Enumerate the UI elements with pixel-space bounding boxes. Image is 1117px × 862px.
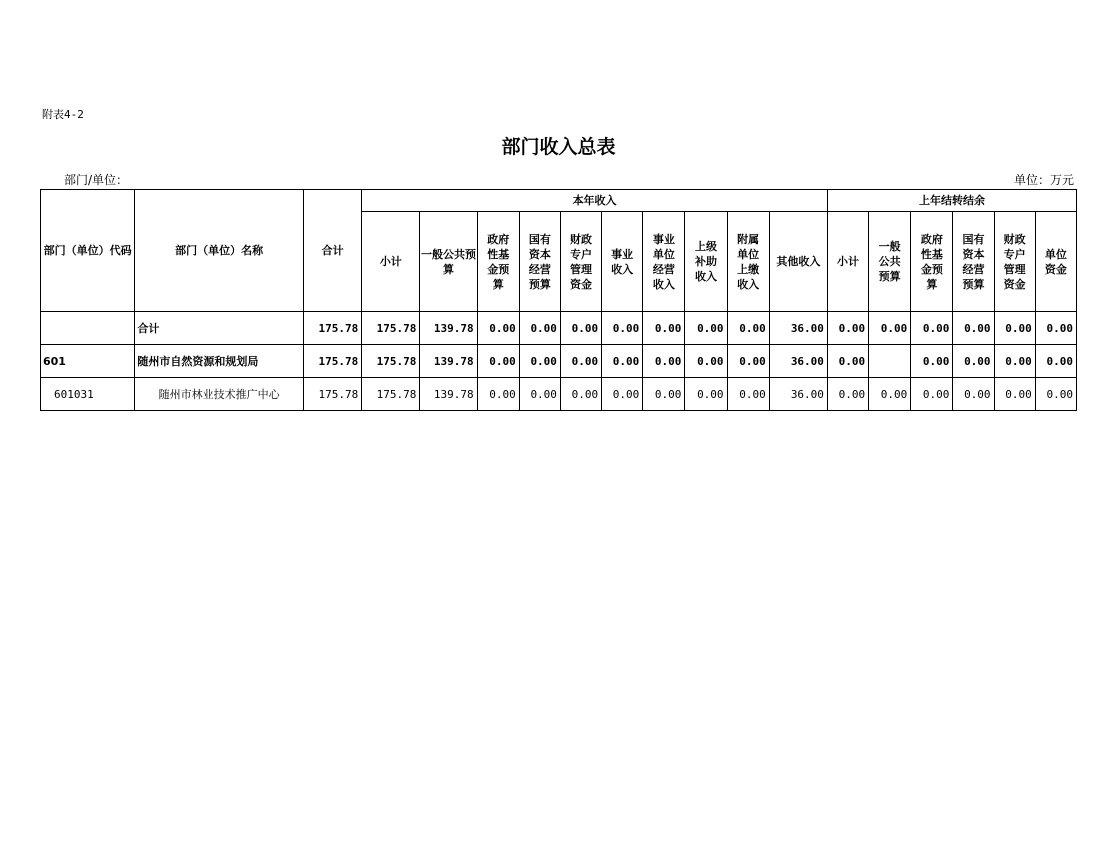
row-value: 0.00 bbox=[560, 345, 601, 378]
header-py-fiscal-account: 财政专户管理资金 bbox=[994, 212, 1035, 312]
header-py-gov-fund: 政府性基金预算 bbox=[911, 212, 953, 312]
row-name: 随州市自然资源和规划局 bbox=[135, 345, 304, 378]
unit-label: 单位：万元 bbox=[1013, 173, 1074, 187]
header-py-general-budget: 一般公共预算 bbox=[869, 212, 911, 312]
header-name: 部门（单位）名称 bbox=[135, 190, 304, 312]
row-name: 合计 bbox=[135, 312, 304, 345]
row-value: 0.00 bbox=[477, 345, 519, 378]
page-title: 部门收入总表 bbox=[501, 136, 616, 158]
row-value: 36.00 bbox=[769, 345, 827, 378]
row-value: 0.00 bbox=[685, 312, 727, 345]
row-value: 0.00 bbox=[1035, 312, 1076, 345]
header-py-unit-funds: 单位资金 bbox=[1035, 212, 1076, 312]
row-code bbox=[41, 312, 135, 345]
row-value: 175.78 bbox=[303, 345, 361, 378]
row-value: 0.00 bbox=[602, 378, 643, 411]
row-value: 0.00 bbox=[643, 345, 685, 378]
header-cy-general-budget: 一般公共预算 bbox=[420, 212, 477, 312]
header-cy-state-capital: 国有资本经营预算 bbox=[519, 212, 560, 312]
row-value: 0.00 bbox=[643, 312, 685, 345]
department-label: 部门/单位： bbox=[64, 173, 129, 187]
header-py-subtotal: 小计 bbox=[827, 212, 868, 312]
row-value: 0.00 bbox=[685, 378, 727, 411]
row-value: 0.00 bbox=[1035, 345, 1076, 378]
row-value: 0.00 bbox=[602, 312, 643, 345]
row-value: 0.00 bbox=[994, 378, 1035, 411]
header-code: 部门（单位）代码 bbox=[41, 190, 135, 312]
header-total: 合计 bbox=[303, 190, 361, 312]
header-cy-fiscal-account: 财政专户管理资金 bbox=[560, 212, 601, 312]
header-current-year: 本年收入 bbox=[362, 190, 828, 212]
row-value: 0.00 bbox=[685, 345, 727, 378]
table-row-department bbox=[41, 345, 1077, 378]
header-cy-other-income: 其他收入 bbox=[769, 212, 827, 312]
header-cy-superior-subsidy: 上级补助收入 bbox=[685, 212, 727, 312]
row-value: 0.00 bbox=[827, 312, 868, 345]
row-value: 0.00 bbox=[727, 345, 769, 378]
row-code: 601 bbox=[41, 345, 135, 378]
row-value: 0.00 bbox=[727, 312, 769, 345]
row-value: 0.00 bbox=[519, 378, 560, 411]
income-summary-table bbox=[40, 189, 1077, 411]
row-value: 0.00 bbox=[869, 378, 911, 411]
row-value: 175.78 bbox=[303, 312, 361, 345]
row-value: 0.00 bbox=[560, 312, 601, 345]
row-value: 0.00 bbox=[911, 345, 953, 378]
row-value: 0.00 bbox=[560, 378, 601, 411]
row-value: 175.78 bbox=[362, 378, 420, 411]
header-cy-subtotal: 小计 bbox=[362, 212, 420, 312]
row-value: 0.00 bbox=[911, 378, 953, 411]
header-cy-business-income: 事业收入 bbox=[602, 212, 643, 312]
row-value: 0.00 bbox=[953, 345, 994, 378]
header-prior-year: 上年结转结余 bbox=[827, 190, 1076, 212]
row-value: 0.00 bbox=[911, 312, 953, 345]
row-value: 0.00 bbox=[869, 312, 911, 345]
row-value bbox=[869, 345, 911, 378]
header-cy-gov-fund: 政府性基金预算 bbox=[477, 212, 519, 312]
header-cy-affiliated-unit: 附属单位上缴收入 bbox=[727, 212, 769, 312]
row-value: 36.00 bbox=[769, 312, 827, 345]
row-value: 0.00 bbox=[994, 345, 1035, 378]
row-value: 0.00 bbox=[953, 378, 994, 411]
row-value: 0.00 bbox=[643, 378, 685, 411]
row-value: 175.78 bbox=[362, 312, 420, 345]
row-value: 0.00 bbox=[953, 312, 994, 345]
row-value: 0.00 bbox=[519, 345, 560, 378]
row-value: 0.00 bbox=[727, 378, 769, 411]
appendix-label: 附表4-2 bbox=[42, 108, 84, 121]
row-value: 0.00 bbox=[827, 378, 868, 411]
header-py-state-capital: 国有资本经营预算 bbox=[953, 212, 994, 312]
row-value: 36.00 bbox=[769, 378, 827, 411]
row-code: 601031 bbox=[41, 378, 135, 411]
row-value: 139.78 bbox=[420, 345, 477, 378]
header-cy-business-unit-operation: 事业单位经营收入 bbox=[643, 212, 685, 312]
row-value: 139.78 bbox=[420, 312, 477, 345]
row-name: 随州市林业技术推广中心 bbox=[135, 378, 304, 411]
row-value: 139.78 bbox=[420, 378, 477, 411]
row-value: 0.00 bbox=[477, 378, 519, 411]
row-value: 0.00 bbox=[827, 345, 868, 378]
row-value: 0.00 bbox=[994, 312, 1035, 345]
table-row-unit bbox=[41, 378, 1077, 411]
row-value: 175.78 bbox=[303, 378, 361, 411]
row-value: 0.00 bbox=[519, 312, 560, 345]
row-value: 175.78 bbox=[362, 345, 420, 378]
table-row-total bbox=[41, 312, 1077, 345]
row-value: 0.00 bbox=[1035, 378, 1076, 411]
row-value: 0.00 bbox=[477, 312, 519, 345]
row-value: 0.00 bbox=[602, 345, 643, 378]
